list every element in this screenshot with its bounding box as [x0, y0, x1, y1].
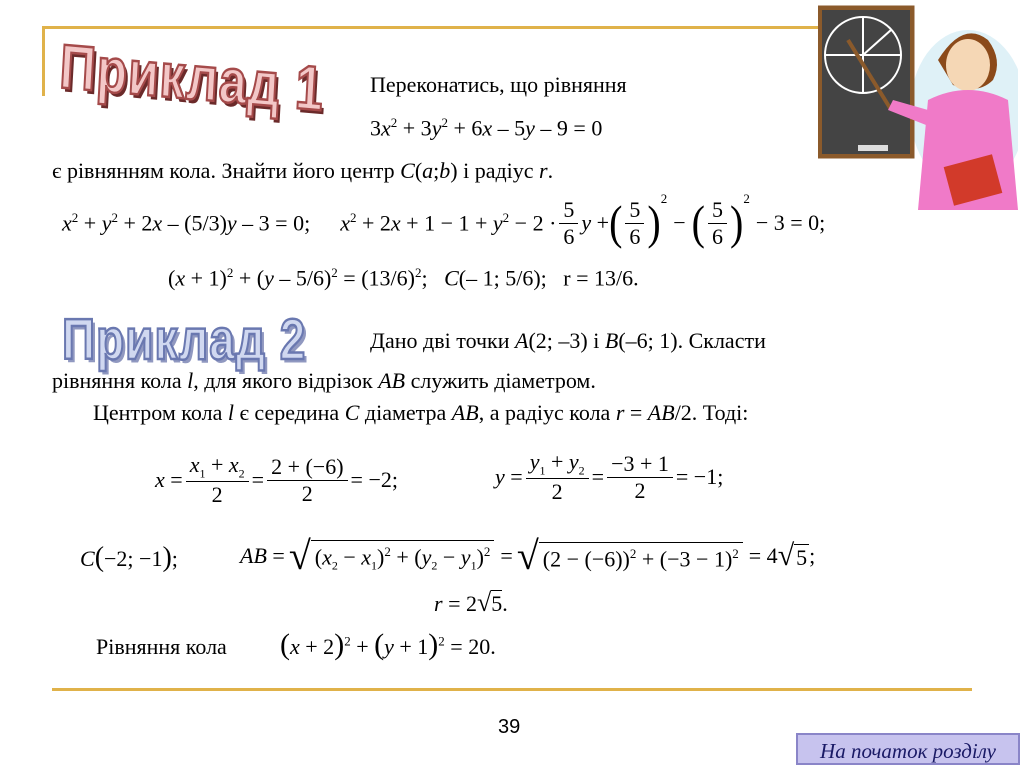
center-point: C(−2; −1); — [80, 542, 178, 573]
top-border-line — [42, 26, 822, 29]
example1-task: є рівнянням кола. Знайти його центр C(a;b) і радіус r. — [52, 158, 554, 183]
example2-solution-intro: Центром кола l є середина C діаметра AB, а радіус кола r = AB/2. Тоді: — [93, 400, 749, 425]
teacher-illustration — [818, 0, 1018, 210]
left-border-line — [42, 26, 45, 96]
example1-result: $(x + 1)^2 + (y - 5/6)^2 = (13/6)^2$; C(– 1; 5/6); r = 13/6. — [168, 265, 639, 291]
page-number: 39 — [498, 716, 521, 738]
back-to-section-start-button[interactable]: На початок розділу — [796, 733, 1020, 765]
x-coordinate-calc: x = $\frac{x_1 + x_2}{2}$ = $\frac{2 + (-6)}{2}$ = −2; — [155, 451, 398, 508]
radius-result: r = 2√5. — [434, 588, 508, 617]
final-equation: $(x + 2)^2 + (y + 1)^2 = 20$. — [280, 628, 496, 661]
example1-step1: $x^2 + y^2 + 2x - (5/3)y - 3 = 0$; $x^2 + 2x + 1 - 1 + y^2 - 2$ · $\frac{5}{6}$ y + ( $\frac{5}{6}$ ) $^2$ − ( $\frac{5}{6}$ ) $^2$ − 3 = 0; — [62, 191, 826, 250]
y-coordinate-calc: y = $\frac{y_1 + y_2}{2}$ = $\frac{-3 + 1}{2}$ = −1; — [495, 448, 724, 505]
example1-title: Приклад 1 — [58, 31, 327, 125]
example2-task: рівняння кола l, для якого відрізок AB служить діаметром. — [52, 368, 596, 393]
example1-intro: Переконатись, що рівняння — [370, 72, 627, 97]
example1-equation: $3x^2 + 3y^2 + 6x - 5y - 9 = 0$ — [370, 115, 603, 141]
bottom-border-line — [52, 688, 972, 691]
ab-length-calc: AB = √ $(x_2 - x_1)^2 + (y_2 - y_1)^2$ = √ $(2 - (-6))^2 + (-3 - 1)^2$ = 4 √ 5 ; — [240, 533, 816, 578]
example2-title: Приклад 2 — [62, 306, 307, 372]
final-equation-label: Рівняння кола — [96, 634, 227, 659]
example2-given: Дано дві точки A(2; –3) і B(–6; 1). Скласти — [370, 328, 766, 353]
